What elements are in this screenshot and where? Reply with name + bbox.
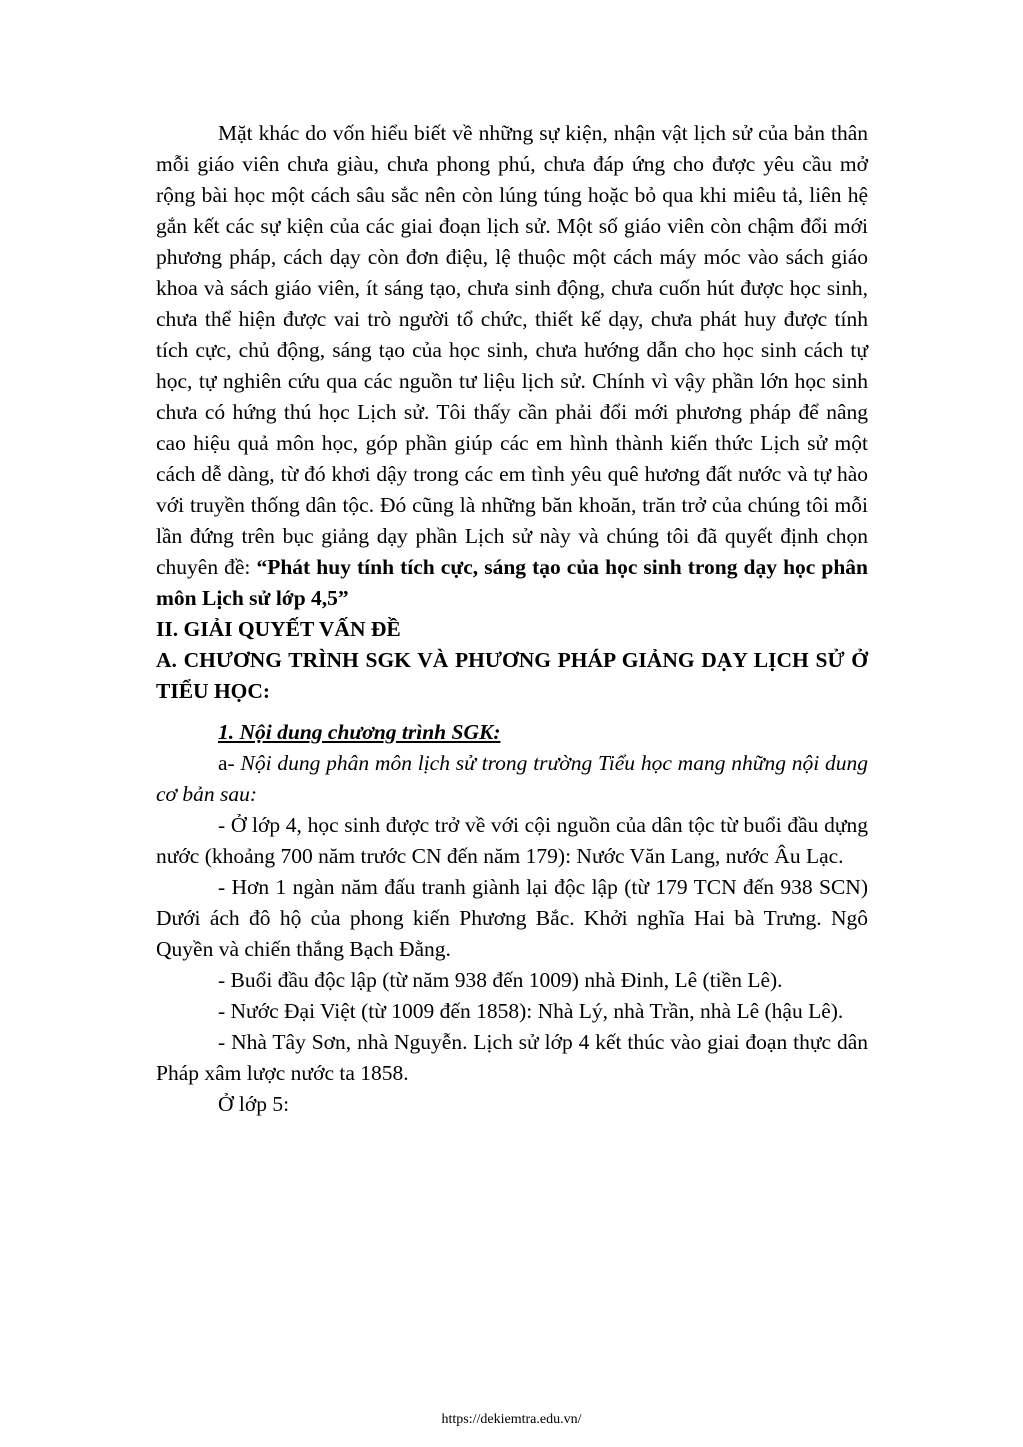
document-page bbox=[156, 118, 868, 1120]
list-item: - Nước Đại Việt (từ 1009 đến 1858): Nhà Lý, nhà Trần, nhà Lê (hậu Lê). bbox=[218, 999, 844, 1023]
content-intro-prefix: a- bbox=[218, 751, 241, 775]
section-heading-a: A. CHƯƠNG TRÌNH SGK VÀ PHƯƠNG PHÁP GIẢNG DẠY LỊCH SỬ Ở TIỂU HỌC: bbox=[156, 648, 868, 703]
content-intro-text: Nội dung phân môn lịch sử trong trường Tiểu học mang những nội dung cơ bản sau: bbox=[156, 751, 868, 806]
sub-heading-1 bbox=[156, 717, 868, 748]
intro-paragraph bbox=[156, 118, 868, 614]
list-item: - Buổi đầu độc lập (từ năm 938 đến 1009) nhà Đinh, Lê (tiền Lê). bbox=[218, 968, 783, 992]
list-item: - Hơn 1 ngàn năm đấu tranh giành lại độc lập (từ 179 TCN đến 938 SCN) Dưới ách đô hộ của phong kiến Phương Bắc. Khởi nghĩa Hai bà Trưng. Ngô Quyền và chiến thắng Bạch Đằng. bbox=[156, 875, 868, 961]
section-heading-ii: II. GIẢI QUYẾT VẤN ĐỀ bbox=[156, 617, 401, 641]
intro-paragraph-text: Mặt khác do vốn hiểu biết về những sự kiện, nhận vật lịch sử của bản thân mỗi giáo viên chưa giàu, chưa phong phú, chưa đáp ứng cho được yêu cầu mở rộng bài học một cách sâu sắc nên còn lúng túng hoặc bỏ qua khi miêu tả, liên hệ gắn kết các sự kiện của các giai đoạn lịch sử. Một số giáo viên còn chậm đổi mới phương pháp, cách dạy còn đơn điệu, lệ thuộc một cách máy móc vào sách giáo khoa và sách giáo viên, ít sáng tạo, chưa sinh động, chưa cuốn hút được học sinh, chưa thể hiện được vai trò người tổ chức, thiết kế dạy, chưa phát huy được tính tích cực, chủ động, sáng tạo của học sinh, chưa hướng dẫn cho học sinh cách tự học, tự nghiên cứu qua các nguồn tư liệu lịch sử. Chính vì vậy phần lớn học sinh chưa có hứng thú học Lịch sử. Tôi thấy cần phải đổi mới phương pháp để nâng cao hiệu quả môn học, góp phần giúp các em hình thành kiến thức Lịch sử một cách dễ dàng, từ đó khơi dậy trong các em tình yêu quê hương đất nước và tự hào với truyền thống dân tộc. Đó cũng là những băn khoăn, trăn trở của chúng tôi mỗi lần đứng trên bục giảng dạy phần Lịch sử này và chúng tôi đã quyết định chọn chuyên đề: bbox=[156, 121, 868, 579]
content-intro bbox=[156, 748, 868, 810]
footer-url: https://dekiemtra.edu.vn/ bbox=[441, 1412, 582, 1427]
list-item: Ở lớp 5: bbox=[218, 1092, 290, 1116]
topic-title: “Phát huy tính tích cực, sáng tạo của học sinh trong dạy học phân môn Lịch sử lớp 4,5” bbox=[156, 555, 868, 610]
sub-heading-1-text: 1. Nội dung chương trình SGK: bbox=[218, 720, 501, 744]
list-item: - Nhà Tây Sơn, nhà Nguyễn. Lịch sử lớp 4 kết thúc vào giai đoạn thực dân Pháp xâm lược nước ta 1858. bbox=[156, 1030, 868, 1085]
list-item: - Ở lớp 4, học sinh được trở về với cội nguồn của dân tộc từ buổi đầu dựng nước (khoảng 700 năm trước CN đến năm 179): Nước Văn Lang, nước Âu Lạc. bbox=[156, 813, 868, 868]
